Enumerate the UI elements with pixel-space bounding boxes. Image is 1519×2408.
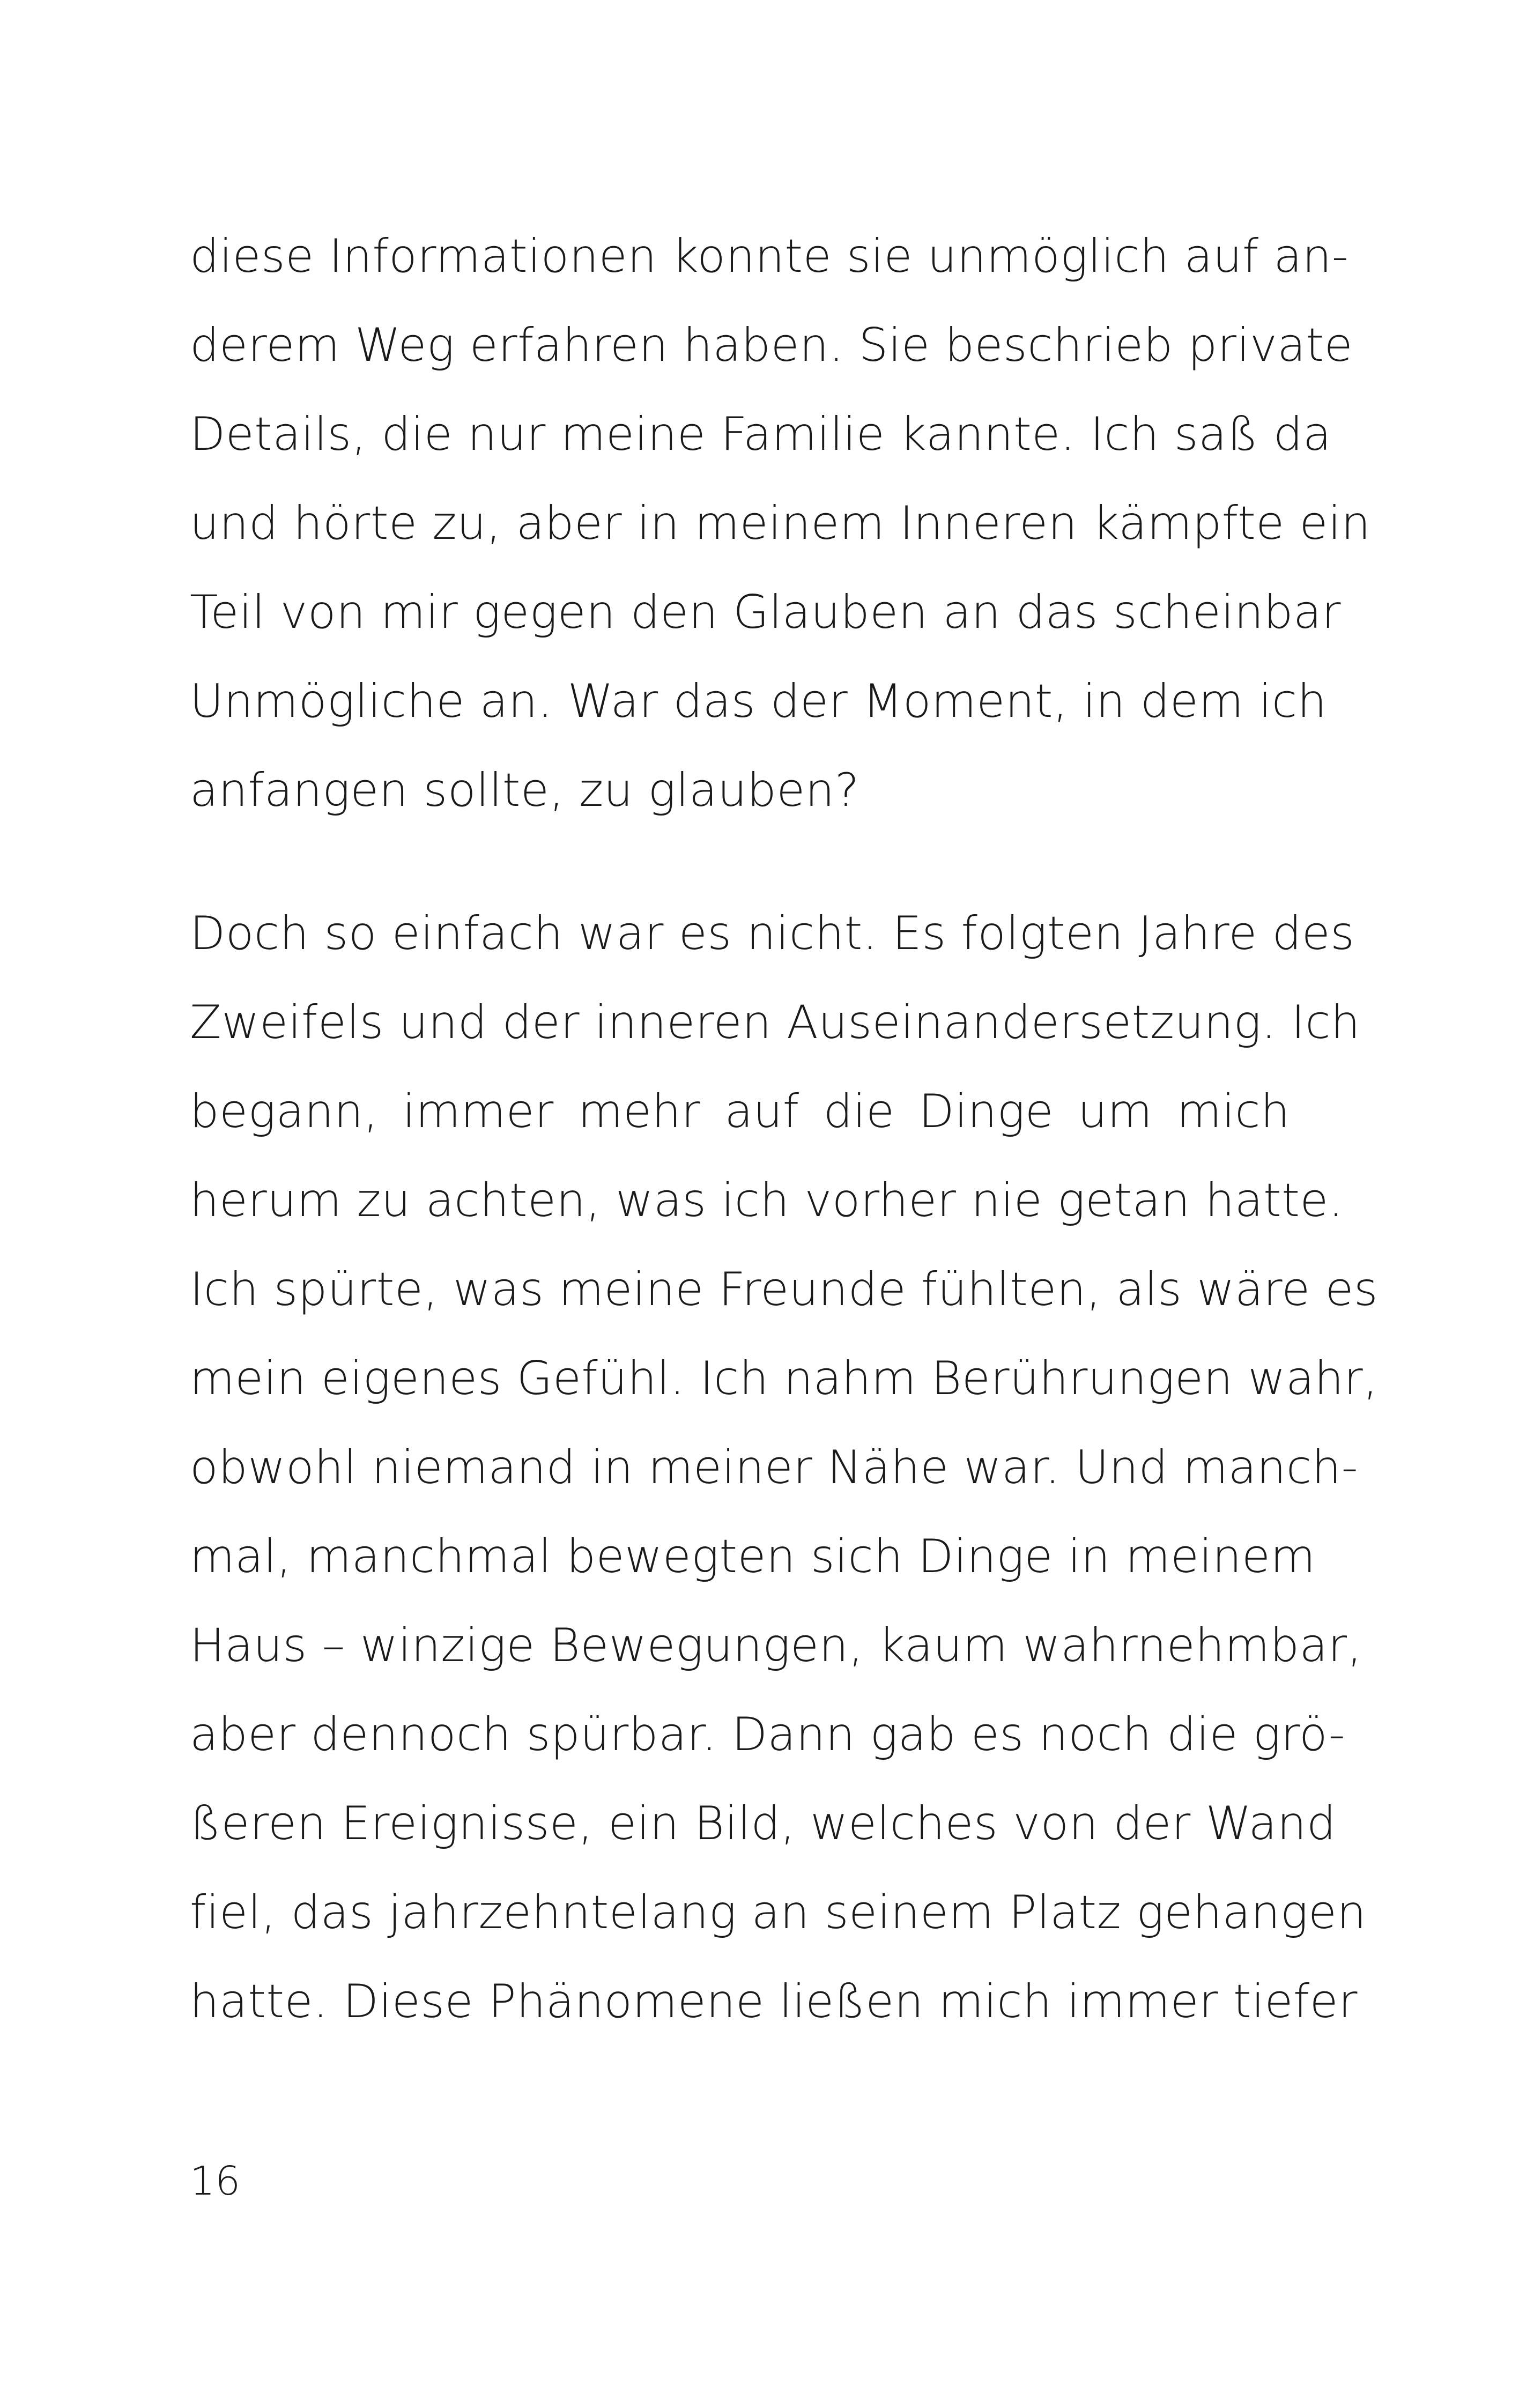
text-line: aber dennoch spürbar. Dann gab es noch die grö- (190, 1708, 1346, 1761)
text-line: fiel, das jahrzehntelang an seinem Platz gehangen (190, 1886, 1367, 1939)
text-line: herum zu achten, was ich vorher nie getan hatte. (190, 1174, 1344, 1227)
text-line: ßeren Ereignisse, ein Bild, welches von der Wand (190, 1797, 1336, 1850)
paragraph-1 (190, 212, 1371, 835)
text-line: Teil von mir gegen den Glauben an das scheinbar (190, 586, 1342, 639)
text-line: Ich spürte, was meine Freunde fühlten, als wäre es (190, 1263, 1379, 1316)
text-line: und hörte zu, aber in meinem Inneren kämpfte ein (190, 497, 1371, 550)
text-line: begann, immer mehr auf die Dinge um mich (190, 1085, 1290, 1138)
text-line: diese Informationen konnte sie unmöglich auf an- (190, 229, 1349, 283)
text-line: Zweifels und der inneren Auseinandersetzung. Ich (190, 996, 1360, 1049)
text-line: derem Weg erfahren haben. Sie beschrieb private (190, 318, 1353, 372)
text-line: mein eigenes Gefühl. Ich nahm Berührungen wahr, (190, 1352, 1379, 1405)
text-line: Haus – winzige Bewegungen, kaum wahrnehmbar, (190, 1619, 1362, 1672)
text-line: mal, manchmal bewegten sich Dinge in meinem (190, 1530, 1316, 1583)
text-line: obwohl niemand in meiner Nähe war. Und manch- (190, 1441, 1359, 1494)
page-number: 16 (190, 2158, 241, 2204)
paragraph-2 (190, 889, 1379, 2046)
text-line: Unmögliche an. War das der Moment, in dem ich (190, 675, 1327, 728)
text-line: hatte. Diese Phänomene ließen mich immer tiefer (190, 1975, 1358, 2028)
text-line: anfangen sollte, zu glauben? (190, 764, 859, 817)
text-line: Details, die nur meine Familie kannte. Ich saß da (190, 407, 1332, 461)
text-line: Doch so einfach war es nicht. Es folgten Jahre des (190, 907, 1355, 960)
